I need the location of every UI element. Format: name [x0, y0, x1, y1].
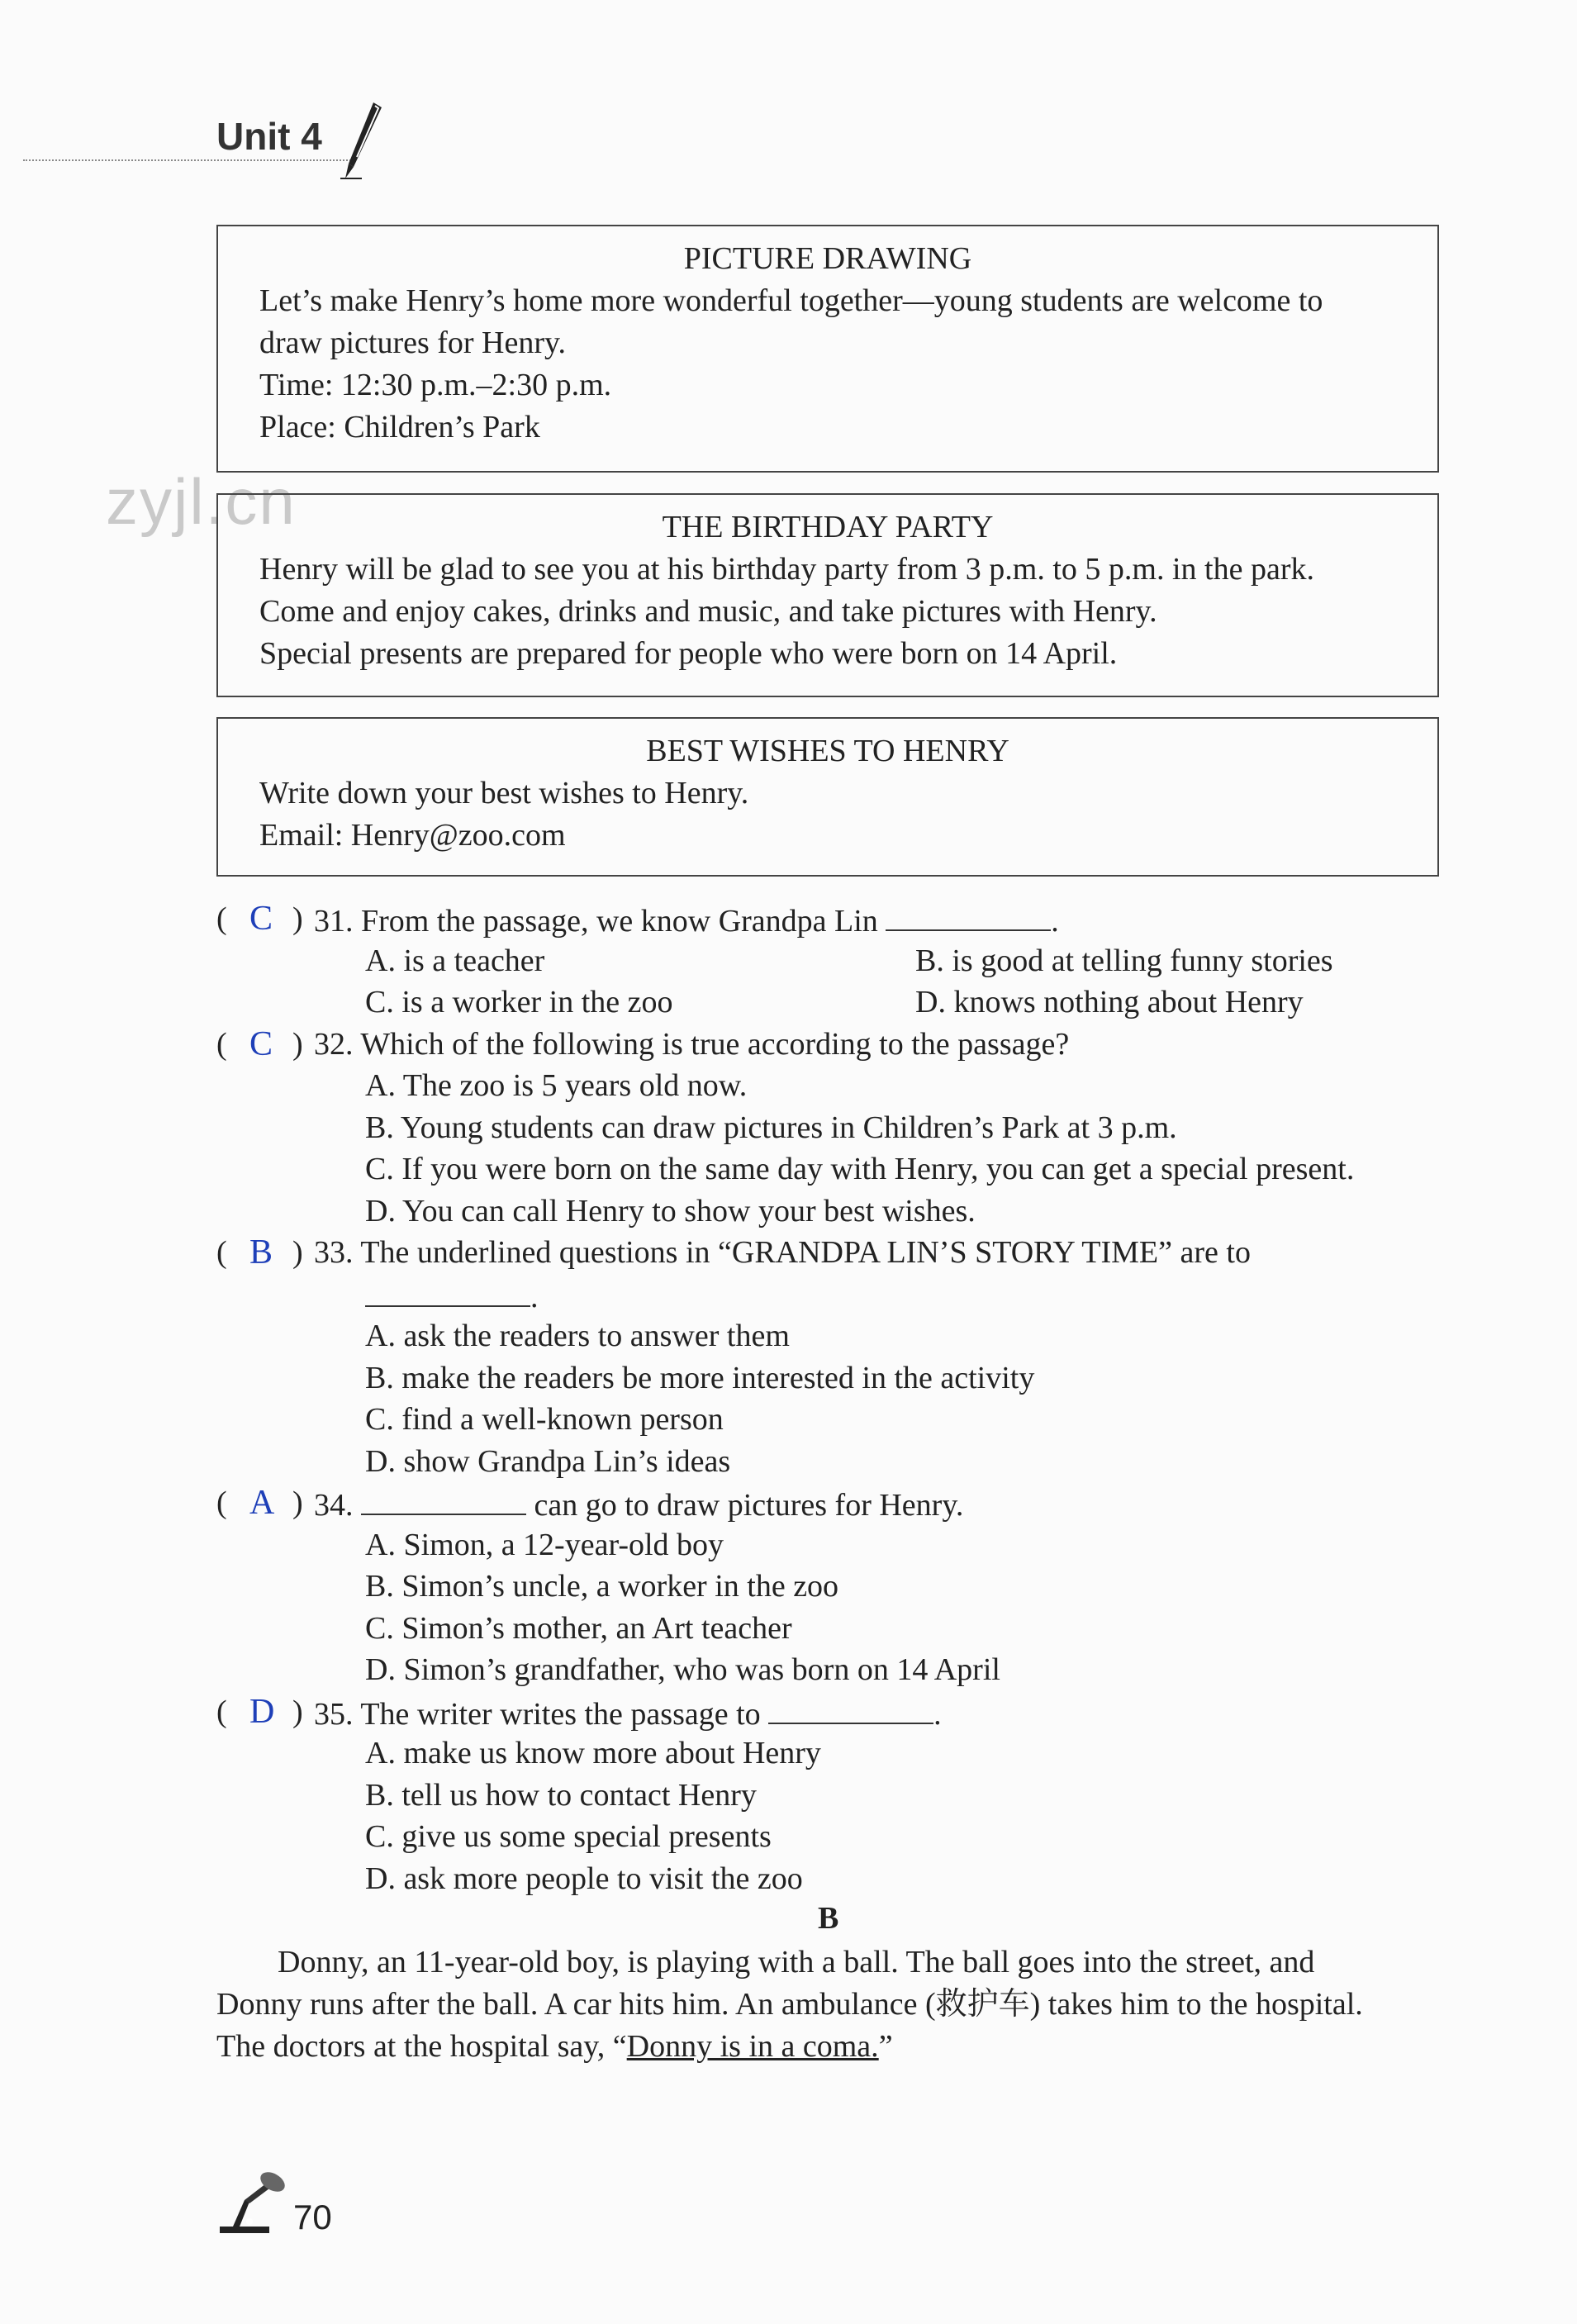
option-row: [216, 1191, 1439, 1233]
pen-icon: [337, 99, 387, 182]
option-row: [216, 1274, 1439, 1316]
notice-title: BEST WISHES TO HENRY: [646, 734, 1009, 768]
option: D. Simon’s grandfather, who was born on 14 April: [365, 1652, 1000, 1687]
section-b-passage: [216, 1941, 1447, 2068]
paren-close: ): [292, 1235, 303, 1270]
option: B. tell us how to contact Henry: [365, 1777, 757, 1813]
option: B. make the readers be more interested in the activity: [365, 1360, 1035, 1395]
notice-line: Let’s make Henry’s home more wonderful together—young students are welcome to: [259, 283, 1323, 318]
notice-line: Special presents are prepared for people who were born on 14 April.: [259, 636, 1118, 671]
option-row: [216, 1441, 1439, 1483]
answer-mark: D: [249, 1692, 275, 1731]
lamp-icon: [216, 2169, 291, 2235]
option: C. give us some special presents: [365, 1819, 772, 1854]
paren-open: (: [216, 1235, 227, 1270]
notice-title: THE BIRTHDAY PARTY: [662, 510, 994, 544]
notice-birthday-party: [216, 493, 1439, 697]
question-list: [216, 898, 1439, 1899]
question-stem: 35. The writer writes the passage to .: [314, 1691, 942, 1736]
answer-blank-line: .: [365, 1274, 539, 1319]
notice-line: Time: 12:30 p.m.–2:30 p.m.: [259, 368, 612, 402]
answer-mark: C: [249, 900, 273, 938]
option-row: [216, 1148, 1439, 1191]
option: D. You can call Henry to show your best wishes.: [365, 1193, 976, 1229]
option-row: [216, 1858, 1439, 1900]
notice-title: PICTURE DRAWING: [683, 241, 972, 276]
unit-title: Unit 4: [216, 115, 322, 158]
question-33: [216, 1232, 1439, 1274]
option-row: [216, 940, 1439, 982]
paren-close: ): [292, 1485, 303, 1520]
answer-mark: A: [249, 1484, 275, 1522]
notice-picture-drawing: [216, 225, 1439, 473]
option: A. Simon, a 12-year-old boy: [365, 1527, 724, 1562]
option-row: [216, 981, 1439, 1024]
paren-open: (: [216, 1485, 227, 1520]
option: B. is good at telling funny stories: [915, 943, 1333, 978]
passage-line: Donny runs after the ball. A car hits him. An ambulance (救护车) takes him to the hospital.: [216, 1987, 1363, 2022]
option-row: [216, 1608, 1439, 1650]
question-stem: 34. can go to draw pictures for Henry.: [314, 1482, 963, 1527]
question-35: [216, 1691, 1439, 1733]
question-34: [216, 1482, 1439, 1524]
passage-line: The doctors at the hospital say, “Donny is in a coma.”: [216, 2029, 893, 2064]
paren-open: (: [216, 901, 227, 936]
option-row: [216, 1399, 1439, 1441]
option: D. knows nothing about Henry: [915, 985, 1304, 1019]
option-row: [216, 1566, 1439, 1608]
paren-close: ): [292, 1026, 303, 1062]
option: D. ask more people to visit the zoo: [365, 1861, 803, 1896]
option: A. The zoo is 5 years old now.: [365, 1068, 748, 1103]
notice-best-wishes: [216, 717, 1439, 877]
paren-close: ): [292, 1694, 303, 1729]
option: C. If you were born on the same day with Henry, you can get a special present.: [365, 1152, 1355, 1186]
notice-line: Email: Henry@zoo.com: [259, 818, 566, 853]
question-31: [216, 898, 1439, 940]
option-row: [216, 1775, 1439, 1817]
notice-line: Come and enjoy cakes, drinks and music, and take pictures with Henry.: [259, 594, 1157, 629]
option: A. make us know more about Henry: [365, 1736, 821, 1770]
question-stem: 33. The underlined questions in “GRANDPA LIN’S STORY TIME” are to: [314, 1235, 1251, 1270]
option: B. Simon’s uncle, a worker in the zoo: [365, 1569, 839, 1604]
question-stem: 31. From the passage, we know Grandpa Lin .: [314, 898, 1059, 943]
question-32: [216, 1024, 1439, 1066]
question-stem: 32. Which of the following is true according to the passage?: [314, 1026, 1070, 1062]
option-row: [216, 1816, 1439, 1858]
watermark: zyjl.cn: [106, 465, 297, 538]
option: D. show Grandpa Lin’s ideas: [365, 1443, 731, 1479]
option-row: [216, 1315, 1439, 1357]
option: C. Simon’s mother, an Art teacher: [365, 1610, 792, 1646]
notice-line: Write down your best wishes to Henry.: [259, 776, 749, 810]
answer-blank: [768, 1691, 933, 1724]
option-row: [216, 1357, 1439, 1400]
option-row: [216, 1065, 1439, 1107]
paren-close: ): [292, 901, 303, 936]
option-row: [216, 1649, 1439, 1691]
paren-open: (: [216, 1026, 227, 1062]
option-row: [216, 1524, 1439, 1566]
answer-blank: [361, 1482, 526, 1515]
notice-line: draw pictures for Henry.: [259, 326, 567, 360]
option: B. Young students can draw pictures in Children’s Park at 3 p.m.: [365, 1110, 1177, 1145]
page-number: 70: [293, 2198, 332, 2236]
notice-line: Place: Children’s Park: [259, 410, 540, 444]
option: A. ask the readers to answer them: [365, 1319, 790, 1353]
option: A. is a teacher: [365, 943, 545, 978]
answer-mark: C: [249, 1024, 273, 1063]
notice-line: Henry will be glad to see you at his birthday party from 3 p.m. to 5 p.m. in the park.: [259, 552, 1314, 587]
underlined-phrase: Donny is in a coma.: [626, 2029, 879, 2064]
option: C. is a worker in the zoo: [365, 985, 673, 1019]
header-divider: [23, 159, 354, 161]
paren-open: (: [216, 1694, 227, 1729]
answer-mark: B: [249, 1233, 273, 1271]
option-row: [216, 1732, 1439, 1775]
passage-line: Donny, an 11-year-old boy, is playing with a ball. The ball goes into the street, and: [278, 1945, 1315, 1979]
option: C. find a well-known person: [365, 1402, 724, 1437]
answer-blank: [886, 898, 1051, 931]
option-row: [216, 1107, 1439, 1149]
